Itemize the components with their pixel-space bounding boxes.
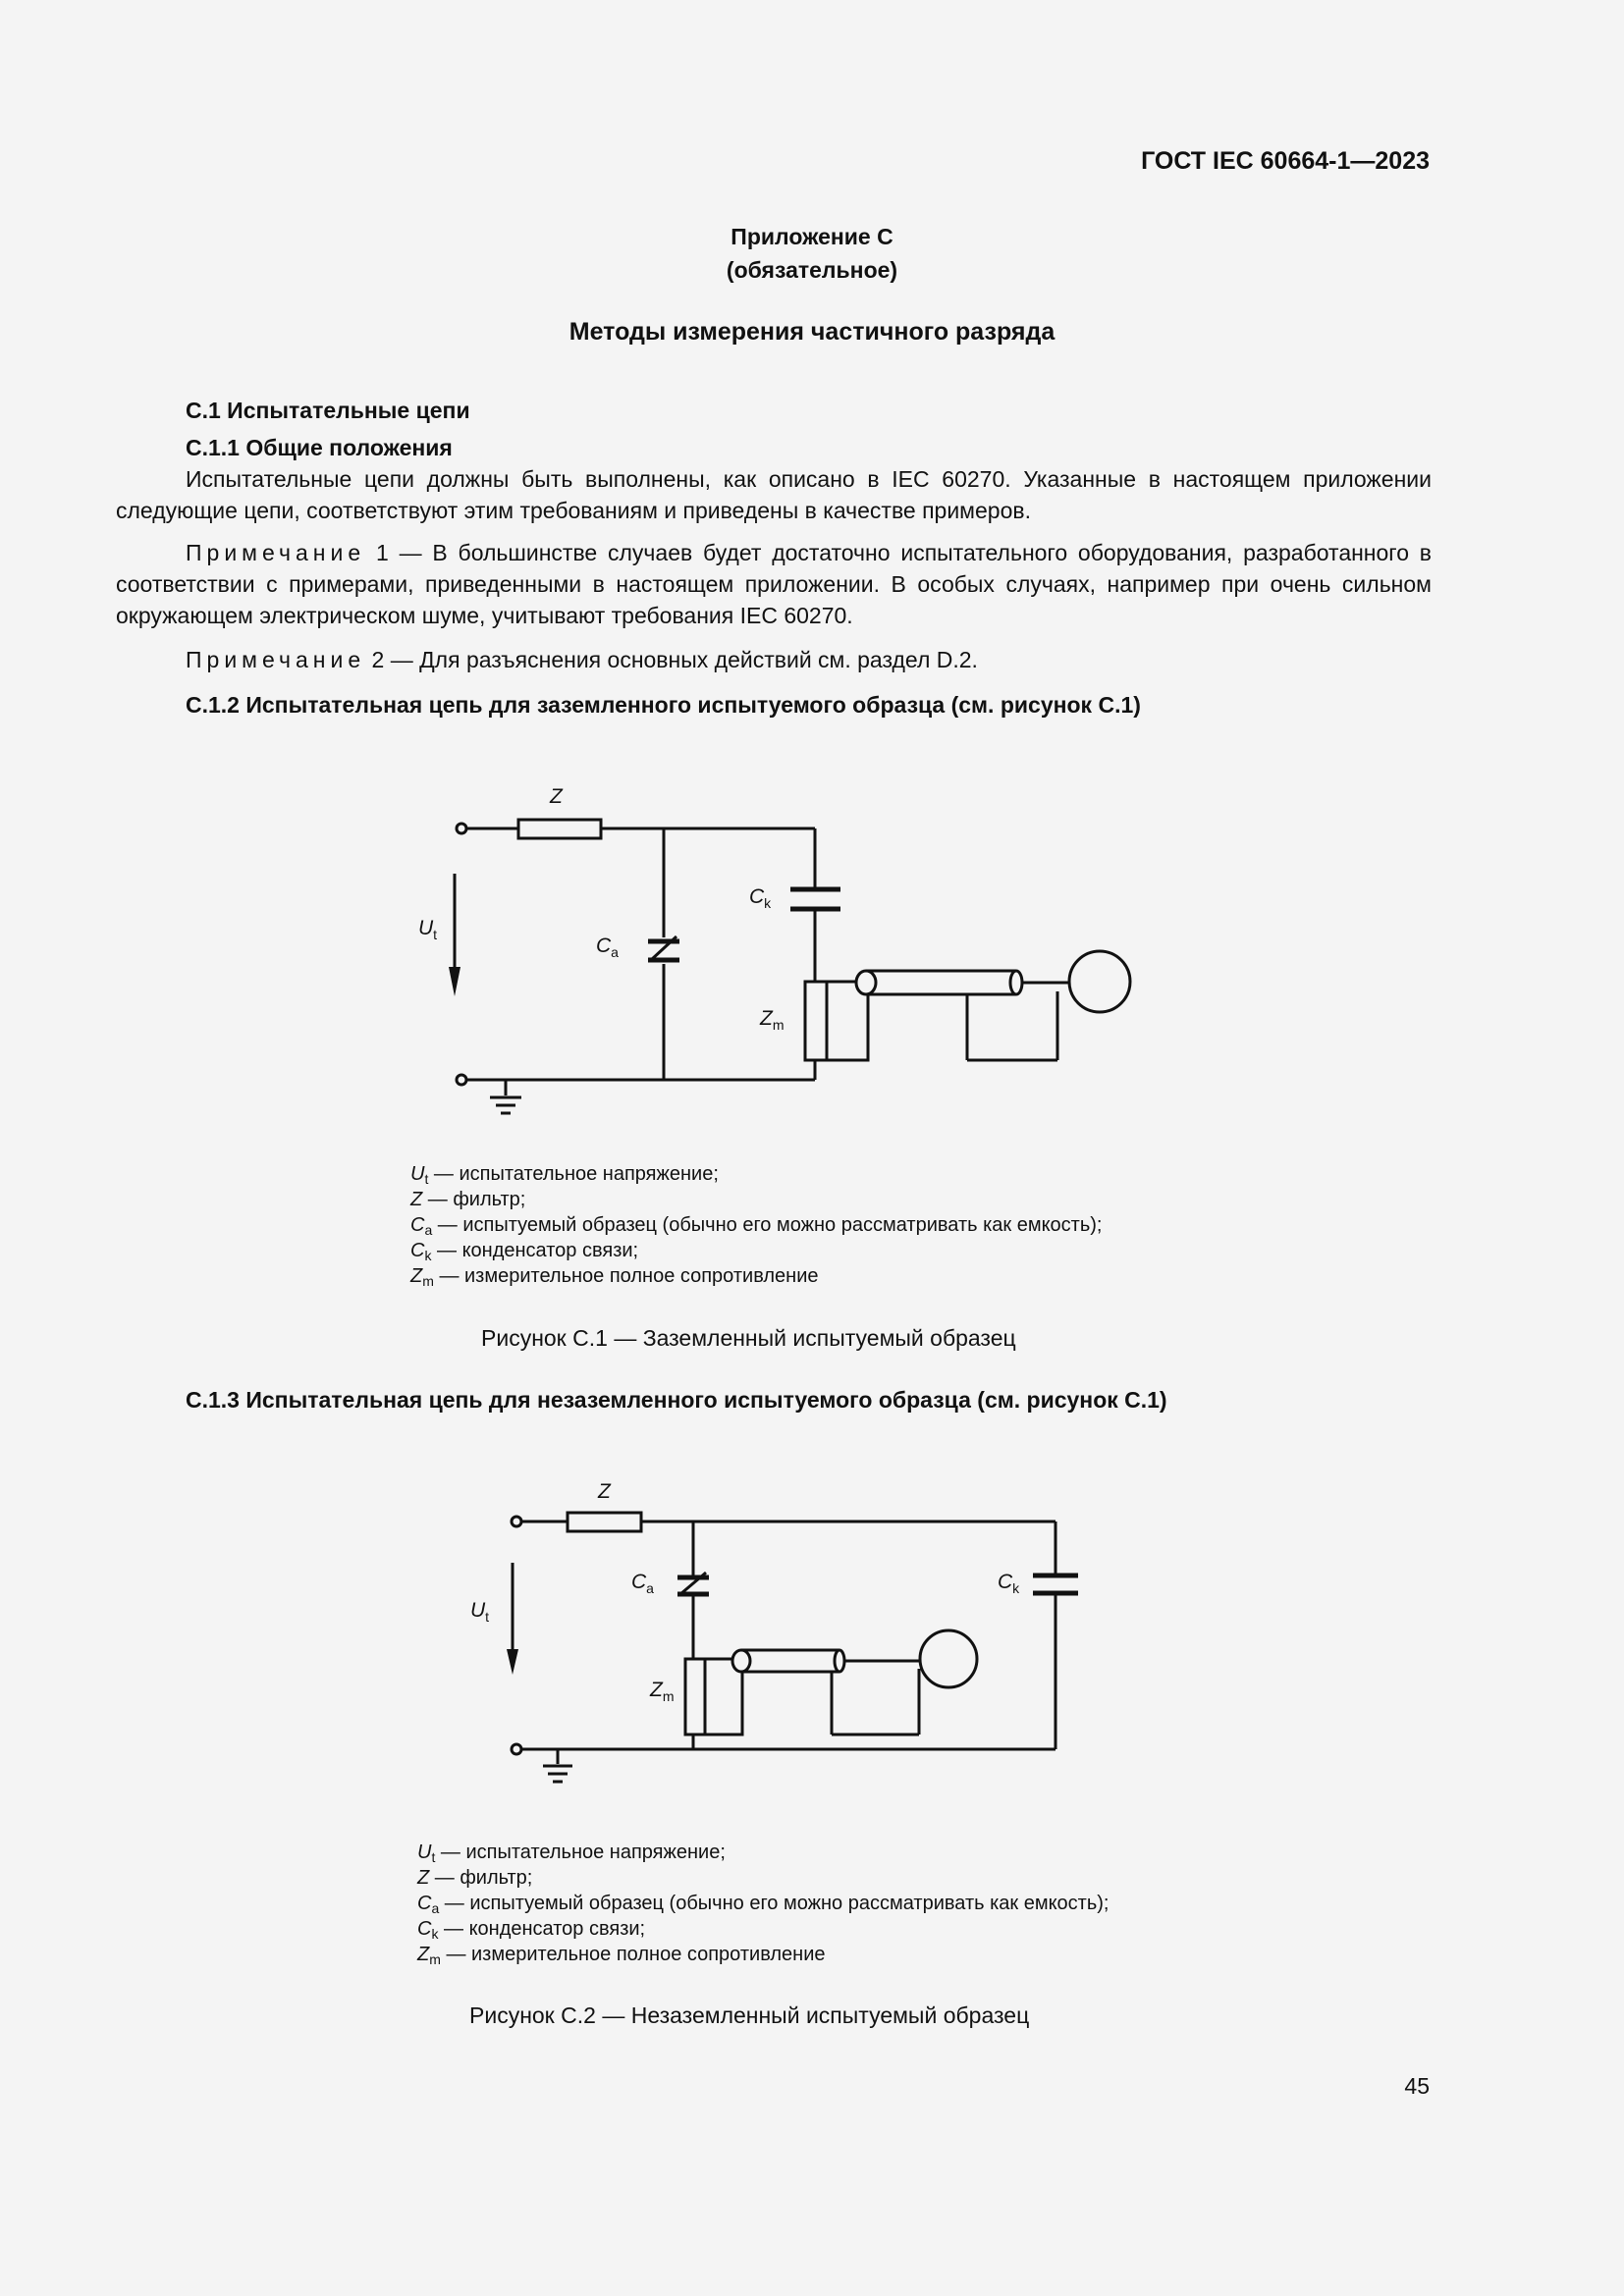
label-ck: $C_k$ bbox=[998, 1571, 1020, 1597]
legend-ca: $C_a$ — испытуемый образец (обычно его можно рассматривать как емкость); bbox=[410, 1214, 1103, 1238]
appendix-status: (обязательное) bbox=[726, 257, 898, 283]
heading-c1: С.1 Испытательные цепи bbox=[186, 398, 470, 423]
ut-arrow-icon bbox=[507, 1649, 518, 1675]
note-2-label: Примечание bbox=[186, 647, 366, 672]
legend-zm: $Z_m$ — измерительное полное сопротивление bbox=[417, 1944, 826, 1967]
document-id: ГОСТ IEC 60664-1—2023 bbox=[1141, 147, 1430, 175]
legend-z: Z — фильтр; bbox=[417, 1867, 533, 1889]
legend-ut: $U_t$ — испытательное напряжение; bbox=[410, 1163, 719, 1187]
legend-ut: $U_t$ — испытательное напряжение; bbox=[417, 1842, 726, 1865]
legend-ck: $C_k$ — конденсатор связи; bbox=[417, 1918, 646, 1942]
label-ut: $U_t$ bbox=[470, 1599, 490, 1626]
figure-2-legend bbox=[417, 1840, 1109, 1967]
figure-2-caption: Рисунок С.2 — Незаземленный испытуемый образец bbox=[469, 2002, 1030, 2028]
label-zm: $Z_m$ bbox=[760, 1007, 785, 1034]
legend-ca: $C_a$ — испытуемый образец (обычно его можно рассматривать как емкость); bbox=[417, 1893, 1110, 1916]
paragraph-c11: Испытательные цепи должны быть выполнены, как описано в IEC 60270. Указанные в настоящем приложении следующие цепи, соответствуют этим требованиям и приведены в качестве примеров. bbox=[116, 466, 1432, 523]
label-ck: $C_k$ bbox=[749, 885, 772, 912]
note-1-label: Примечание bbox=[186, 540, 366, 565]
heading-c11: С.1.1 Общие положения bbox=[186, 435, 453, 460]
label-z: Z bbox=[598, 1480, 611, 1503]
section-title: Методы измерения частичного разряда bbox=[568, 318, 1056, 346]
figure-1-caption: Рисунок С.1 — Заземленный испытуемый образец bbox=[481, 1325, 1016, 1351]
page-number: 45 bbox=[1404, 2073, 1430, 2099]
legend-zm: $Z_m$ — измерительное полное сопротивление bbox=[410, 1265, 819, 1289]
label-z: Z bbox=[550, 785, 563, 808]
note-2-text: 2 — Для разъяснения основных действий см. раздел D.2. bbox=[371, 647, 978, 672]
appendix-title: Приложение С bbox=[731, 224, 893, 249]
label-ca: $C_a$ bbox=[631, 1571, 654, 1597]
heading-c13: С.1.3 Испытательная цепь для незаземленного испытуемого образца (см. рисунок С.1) bbox=[186, 1387, 1167, 1413]
legend-z: Z — фильтр; bbox=[410, 1189, 526, 1210]
heading-c12: С.1.2 Испытательная цепь для заземленного испытуемого образца (см. рисунок С.1) bbox=[186, 692, 1141, 718]
label-ut: $U_t$ bbox=[418, 917, 438, 943]
note-1-text: 1 — В большинстве случаев будет достаточно испытательного оборудования, разработанного в соответствии с примерами, приведенными в настоящем приложении. В особых случаях, например при очень сильном окружающем электрическом шуме, учитывают требования IEC 60270. bbox=[116, 540, 1433, 628]
label-zm: $Z_m$ bbox=[650, 1679, 675, 1705]
label-ca: $C_a$ bbox=[596, 934, 619, 961]
legend-ck: $C_k$ — конденсатор связи; bbox=[410, 1240, 639, 1263]
